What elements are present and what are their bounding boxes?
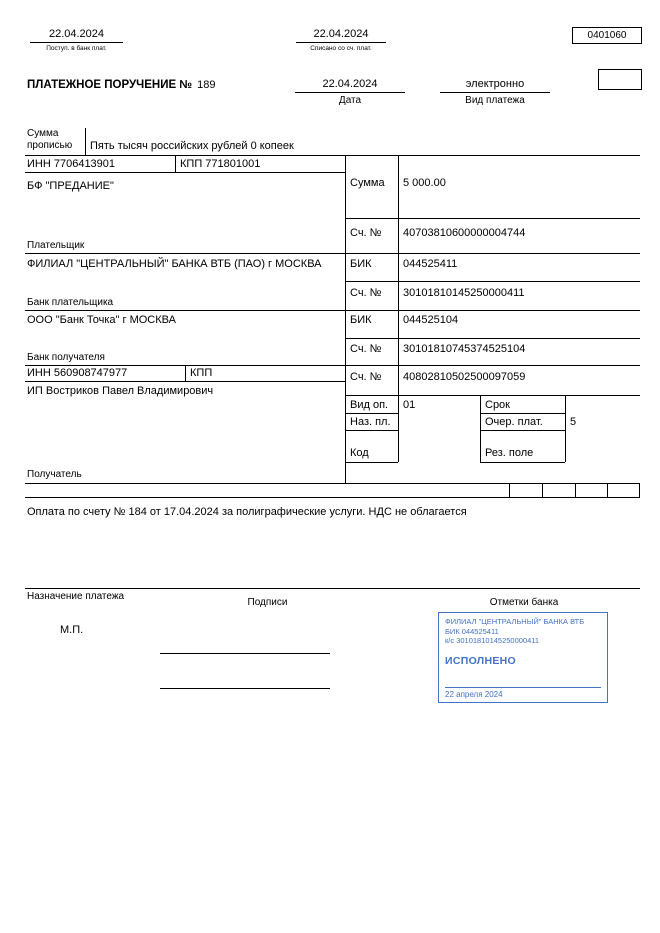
payee-kpp: КПП [190, 367, 213, 379]
amount-words: Пять тысяч российских рублей 0 копеек [90, 140, 294, 152]
divider [542, 483, 543, 497]
payer-bank-bik: 044525411 [403, 258, 458, 270]
payee-section-label: Получатель [27, 469, 82, 480]
payee-inn: ИНН 560908747977 [27, 367, 128, 379]
doc-title-row [27, 79, 216, 92]
payee-bank-bik-label: БИК [350, 314, 372, 326]
received-date-label: Поступ. в банк плат. [46, 45, 107, 52]
divider [480, 395, 481, 462]
doc-date-label: Дата [338, 95, 362, 106]
priority-label: Очер. плат. [485, 416, 543, 428]
divider [25, 497, 640, 498]
divider [25, 483, 640, 484]
payer-bank-bik-label: БИК [350, 258, 372, 270]
divider [398, 155, 399, 462]
divider [480, 430, 565, 431]
doc-title: ПЛАТЕЖНОЕ ПОРУЧЕНИЕ № [27, 79, 193, 91]
divider [607, 483, 608, 497]
stamp-bank-name: ФИЛИАЛ "ЦЕНТРАЛЬНЫЙ" БАНКА ВТБ [445, 617, 585, 626]
reserve-field-label: Рез. поле [485, 447, 534, 459]
divider [345, 218, 640, 219]
divider [175, 155, 176, 172]
divider [25, 155, 640, 156]
divider [575, 483, 576, 497]
divider [25, 310, 640, 311]
divider [565, 395, 566, 462]
form-code: 0401060 [587, 30, 627, 41]
divider [25, 172, 345, 173]
divider [480, 413, 565, 414]
doc-date: 22.04.2024 [295, 78, 405, 93]
divider [345, 462, 398, 463]
divider [345, 338, 640, 339]
divider [25, 253, 640, 254]
received-date: 22.04.2024 [30, 28, 123, 43]
payee-bank-section-label: Банк получателя [27, 352, 105, 363]
payee-bank-account: 30101810745374525104 [403, 343, 526, 355]
payer-bank-account-label: Сч. № [350, 287, 382, 299]
stamp-corr-account: к/с 30101810145250000411 [445, 636, 540, 645]
amount-label: Сумма [350, 177, 385, 189]
divider [345, 395, 640, 396]
purpose-text: Оплата по счету № 184 от 17.04.2024 за полиграфические услуги. НДС не облагается [27, 506, 467, 518]
bank-execution-stamp [438, 612, 608, 703]
form-code-box [572, 27, 642, 44]
bank-marks-title: Отметки банка [489, 597, 559, 608]
signature-line-2 [160, 688, 330, 689]
payer-account-label: Сч. № [350, 227, 382, 239]
payer-bank-name: ФИЛИАЛ "ЦЕНТРАЛЬНЫЙ" БАНКА ВТБ (ПАО) г МОСКВА [27, 258, 322, 270]
stamp-place-label: М.П. [60, 624, 84, 636]
priority-value: 5 [570, 416, 577, 428]
purpose-label: Назначение платежа [27, 591, 125, 602]
debited-date-label: Списано со сч. плат. [310, 45, 372, 52]
payer-account: 40703810600000004744 [403, 227, 526, 239]
payee-account-label: Сч. № [350, 371, 382, 383]
divider [185, 365, 186, 381]
signatures-title: Подписи [247, 597, 288, 608]
stamp-date: 22 апреля 2024 [445, 687, 601, 699]
divider [85, 128, 86, 155]
amount-words-label: Сумма прописью [27, 128, 73, 151]
divider [25, 365, 640, 366]
payer-bank-account: 30101810145250000411 [403, 287, 525, 299]
payee-bank-account-label: Сч. № [350, 343, 382, 355]
payer-name: БФ "ПРЕДАНИЕ" [27, 180, 114, 192]
term-label: Срок [485, 399, 510, 411]
divider [345, 430, 398, 431]
divider [509, 483, 510, 497]
code-label: Код [350, 447, 369, 459]
purpose-code-label: Наз. пл. [350, 416, 391, 428]
divider [25, 381, 345, 382]
stamp-status: ИСПОЛНЕНО [445, 654, 516, 667]
op-kind-label: Вид оп. [350, 399, 389, 411]
debited-date: 22.04.2024 [296, 28, 386, 43]
divider [480, 462, 565, 463]
divider [345, 281, 640, 282]
payee-bank-name: ООО "Банк Точка" г МОСКВА [27, 314, 176, 326]
op-kind-value: 01 [403, 399, 416, 411]
payee-account: 40802810502500097059 [403, 371, 526, 383]
divider [345, 413, 398, 414]
payer-inn: ИНН 7706413901 [27, 158, 116, 170]
corner-box [598, 69, 642, 90]
payment-kind: электронно [440, 78, 550, 93]
payee-name: ИП Востриков Павел Владимирович [27, 385, 214, 397]
payer-kpp: КПП 771801001 [180, 158, 261, 170]
divider [639, 483, 640, 497]
stamp-bik: БИК 044525411 [445, 626, 499, 636]
purpose-underline [25, 588, 640, 589]
signature-line-1 [160, 653, 330, 654]
divider [345, 155, 346, 483]
payment-kind-label: Вид платежа [465, 95, 525, 106]
payer-section-label: Плательщик [27, 240, 85, 251]
amount-value: 5 000.00 [403, 177, 446, 189]
payer-bank-section-label: Банк плательщика [27, 297, 114, 308]
doc-number: 189 [197, 79, 216, 91]
payee-bank-bik: 044525104 [403, 314, 459, 326]
